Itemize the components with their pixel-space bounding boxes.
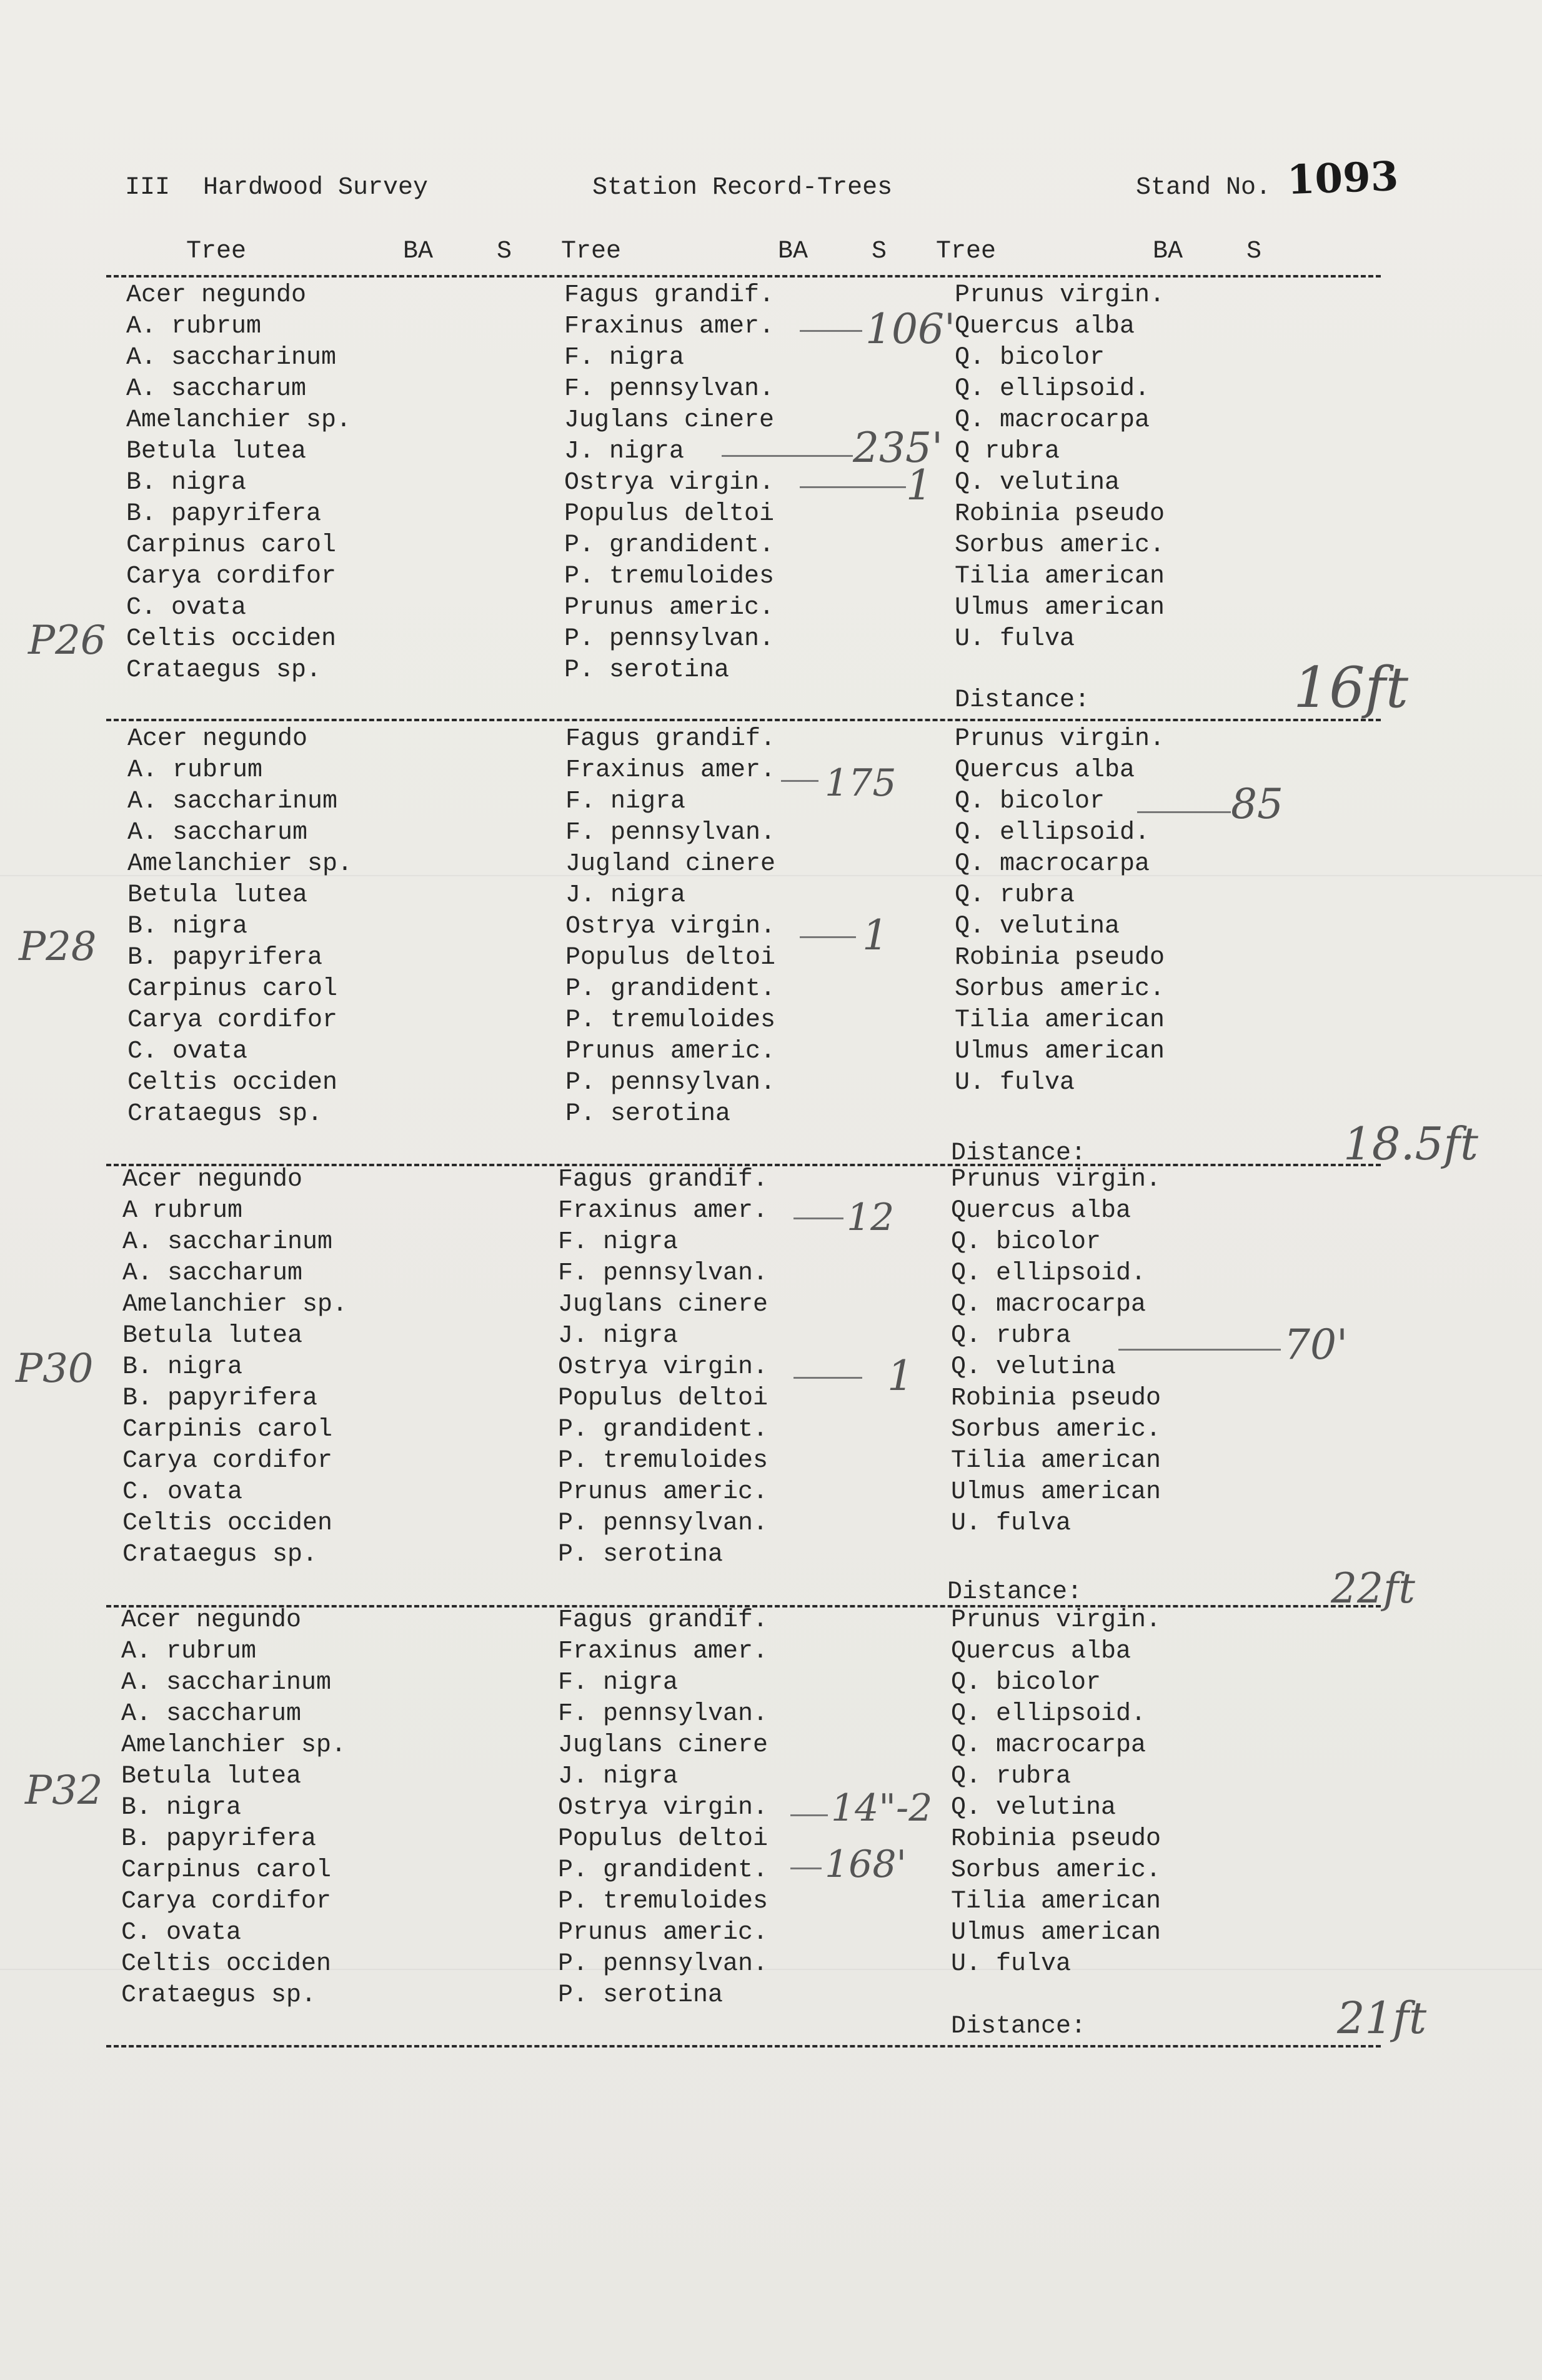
tree-name: Populus deltoi — [558, 1825, 769, 1853]
tree-name: Carya cordifor — [121, 1888, 332, 1916]
tree-list-col2 — [558, 1164, 768, 1571]
tree-name: Ulmus american — [955, 594, 1165, 622]
tree-name: Prunus virgin. — [955, 725, 1165, 753]
tree-name: Acer negundo — [126, 281, 307, 309]
tree-name: Q. ellipsoid. — [955, 375, 1150, 403]
tree-name: B. nigra — [126, 469, 247, 497]
tree-list-col3 — [951, 1605, 1161, 1980]
tree-name: Quercus alba — [955, 312, 1135, 341]
tree-name: P. pennsylvan. — [558, 1509, 769, 1538]
note-line — [793, 1377, 862, 1379]
tree-name: Q. rubra — [955, 881, 1075, 909]
distance-value: 21ft — [1337, 1992, 1427, 2044]
col-header-s: S — [1246, 238, 1262, 266]
tree-name: Celtis occiden — [127, 1069, 338, 1097]
tree-list-col3 — [951, 1164, 1161, 1539]
tree-list-col1 — [127, 724, 352, 1130]
tree-name: A. saccharum — [121, 1700, 302, 1728]
tree-name: Ostrya virgin. — [558, 1794, 769, 1822]
tree-name: Prunus virgin. — [951, 1606, 1161, 1634]
tree-name: F. nigra — [565, 788, 686, 816]
tree-name: F. nigra — [564, 344, 685, 372]
tree-name: J. nigra — [558, 1762, 679, 1791]
tree-name: B. nigra — [121, 1794, 242, 1822]
tree-name: Q. ellipsoid. — [951, 1700, 1147, 1728]
tree-name: P. grandident. — [558, 1416, 769, 1444]
tree-name: Q. velutina — [955, 912, 1120, 941]
tree-name: Prunus americ. — [564, 594, 775, 622]
col-header-ba: BA — [403, 238, 434, 266]
tree-name: B. papyrifera — [126, 500, 322, 528]
tree-name: Q. ellipsoid. — [955, 819, 1150, 847]
tree-name: Carya cordifor — [127, 1006, 338, 1034]
tree-name: Prunus americ. — [558, 1919, 769, 1947]
tree-name: F. pennsylvan. — [564, 375, 775, 403]
tree-list-col1 — [126, 280, 351, 686]
note-line — [1118, 1349, 1281, 1351]
tree-name: P. tremuloides — [558, 1447, 769, 1475]
tree-name: P. pennsylvan. — [564, 625, 775, 653]
tree-name: Q. macrocarpa — [955, 406, 1150, 434]
tree-name: Jugland cinere — [565, 850, 776, 878]
tree-name: Crataegus sp. — [127, 1100, 323, 1128]
handwritten-note: 85 — [1231, 780, 1283, 828]
tree-name: B. papyrifera — [121, 1825, 317, 1853]
tree-list-col2 — [558, 1605, 768, 2011]
handwritten-note: 168' — [825, 1842, 907, 1886]
tree-name: Q. rubra — [951, 1762, 1072, 1791]
tree-list-col2 — [565, 724, 775, 1130]
plot-label: P32 — [25, 1768, 103, 1814]
record-title: Station Record-Trees — [592, 174, 893, 202]
tree-name: Q. velutina — [951, 1794, 1117, 1822]
tree-name: Quercus alba — [951, 1638, 1132, 1666]
tree-name: C. ovata — [126, 594, 247, 622]
note-line — [800, 486, 906, 488]
tree-name: Juglans cinere — [558, 1731, 769, 1759]
tree-name: P. tremuloides — [565, 1006, 776, 1034]
handwritten-note: 12 — [847, 1196, 895, 1239]
tree-name: P. grandident. — [558, 1856, 769, 1884]
tree-name: Fraxinus amer. — [565, 756, 776, 784]
tree-name: Quercus alba — [955, 756, 1135, 784]
tree-name: J. nigra — [558, 1322, 679, 1350]
tree-name: Tilia american — [951, 1447, 1161, 1475]
tree-name: Robinia pseudo — [955, 944, 1165, 972]
note-line — [793, 1218, 843, 1219]
handwritten-note: 235' — [853, 424, 943, 472]
tree-name: C. ovata — [127, 1038, 248, 1066]
tree-name: Fraxinus amer. — [564, 312, 775, 341]
tree-name: P. serotina — [565, 1100, 731, 1128]
tree-name: Carpinus carol — [126, 531, 337, 559]
tree-name: Fraxinus amer. — [558, 1197, 769, 1225]
tree-name: F. pennsylvan. — [565, 819, 776, 847]
note-line — [800, 936, 856, 938]
col-header-tree: Tree — [561, 238, 622, 266]
tree-name: Sorbus americ. — [955, 975, 1165, 1003]
tree-name: Fagus grandif. — [558, 1606, 769, 1634]
col-header-s: S — [872, 238, 887, 266]
tree-name: J. nigra — [564, 438, 685, 466]
tree-name: Quercus alba — [951, 1197, 1132, 1225]
distance-label: Distance: — [955, 686, 1090, 714]
tree-name: Tilia american — [955, 562, 1165, 591]
tree-name: Amelanchier sp. — [121, 1731, 347, 1759]
handwritten-note: 106' — [865, 305, 956, 353]
tree-list-col3 — [955, 724, 1165, 1099]
note-line — [722, 455, 853, 457]
tree-name: Amelanchier sp. — [126, 406, 352, 434]
tree-name: C. ovata — [121, 1919, 242, 1947]
tree-name: Juglans cinere — [564, 406, 775, 434]
tree-list-col2 — [564, 280, 774, 686]
note-line — [1137, 811, 1231, 813]
tree-name: Celtis occiden — [126, 625, 337, 653]
col-header-tree: Tree — [936, 238, 997, 266]
tree-name: Acer negundo — [121, 1606, 302, 1634]
handwritten-note: 1 — [862, 911, 888, 959]
tree-name: Populus deltoi — [564, 500, 775, 528]
tree-name: U. fulva — [951, 1950, 1072, 1978]
tree-name: Ulmus american — [951, 1478, 1161, 1506]
note-line — [790, 1814, 828, 1816]
tree-name: A. saccharum — [122, 1259, 303, 1288]
tree-name: Sorbus americ. — [951, 1416, 1161, 1444]
plot-label: P26 — [28, 618, 106, 664]
handwritten-note: 70' — [1284, 1321, 1348, 1369]
tree-name: Tilia american — [955, 1006, 1165, 1034]
col-header-ba: BA — [1153, 238, 1183, 266]
tree-name: Prunus virgin. — [951, 1166, 1161, 1194]
tree-name: A. saccharum — [127, 819, 308, 847]
tree-name: Ostrya virgin. — [565, 912, 776, 941]
tree-name: Prunus americ. — [565, 1038, 776, 1066]
tree-name: Ulmus american — [955, 1038, 1165, 1066]
tree-name: Ulmus american — [951, 1919, 1161, 1947]
handwritten-note: 14"-2 — [831, 1786, 933, 1830]
tree-name: Fagus grandif. — [558, 1166, 769, 1194]
separator-line — [106, 2045, 1381, 2048]
tree-name: U. fulva — [955, 625, 1075, 653]
tree-name: Sorbus americ. — [955, 531, 1165, 559]
tree-name: Fagus grandif. — [565, 725, 776, 753]
tree-name: Fraxinus amer. — [558, 1638, 769, 1666]
distance-label: Distance: — [951, 1139, 1087, 1168]
plot-label: P30 — [16, 1346, 94, 1392]
tree-name: Q. macrocarpa — [955, 850, 1150, 878]
tree-name: Ostrya virgin. — [564, 469, 775, 497]
tree-name: Populus deltoi — [558, 1384, 769, 1412]
tree-name: B. papyrifera — [122, 1384, 318, 1412]
tree-name: B. nigra — [122, 1353, 243, 1381]
tree-name: Q. macrocarpa — [951, 1731, 1147, 1759]
note-line — [781, 780, 818, 782]
tree-name: Carya cordifor — [126, 562, 337, 591]
section-number: III — [125, 174, 171, 202]
tree-list-col3 — [955, 280, 1165, 655]
tree-name: A. rubrum — [121, 1638, 257, 1666]
tree-name: J. nigra — [565, 881, 686, 909]
tree-name: P. serotina — [564, 656, 730, 684]
tree-name: Q. velutina — [955, 469, 1120, 497]
survey-title: Hardwood Survey — [203, 174, 429, 202]
tree-name: A. saccharinum — [126, 344, 337, 372]
tree-name: Betula lutea — [126, 438, 307, 466]
distance-label: Distance: — [947, 1578, 1083, 1606]
tree-name: F. nigra — [558, 1669, 679, 1697]
tree-name: A. saccharinum — [122, 1228, 333, 1256]
tree-list-col1 — [121, 1605, 346, 2011]
tree-name: Q. rubra — [951, 1322, 1072, 1350]
tree-name: U. fulva — [951, 1509, 1072, 1538]
tree-name: B. papyrifera — [127, 944, 323, 972]
tree-name: Celtis occiden — [122, 1509, 333, 1538]
note-line — [800, 330, 862, 332]
tree-name: Juglans cinere — [558, 1291, 769, 1319]
tree-name: Robinia pseudo — [951, 1384, 1161, 1412]
col-header-s: S — [497, 238, 512, 266]
tree-name: C. ovata — [122, 1478, 243, 1506]
tree-name: Tilia american — [951, 1888, 1161, 1916]
tree-name: Q. bicolor — [951, 1669, 1102, 1697]
tree-name: A rubrum — [122, 1197, 243, 1225]
tree-name: Populus deltoi — [565, 944, 776, 972]
handwritten-note: 175 — [825, 761, 897, 805]
tree-name: B. nigra — [127, 912, 248, 941]
distance-value: 16ft — [1293, 655, 1408, 721]
tree-name: Acer negundo — [127, 725, 308, 753]
tree-name: Crataegus sp. — [121, 1981, 317, 2009]
tree-name: Robinia pseudo — [955, 500, 1165, 528]
tree-name: Robinia pseudo — [951, 1825, 1161, 1853]
tree-name: P. serotina — [558, 1981, 724, 2009]
tree-name: Q. macrocarpa — [951, 1291, 1147, 1319]
distance-value: 18.5ft — [1343, 1118, 1478, 1170]
tree-name: Betula lutea — [127, 881, 308, 909]
tree-name: Acer negundo — [122, 1166, 303, 1194]
separator-line — [106, 275, 1381, 278]
tree-name: Fagus grandif. — [564, 281, 775, 309]
tree-name: Q. bicolor — [955, 344, 1105, 372]
tree-name: A. rubrum — [127, 756, 263, 784]
tree-name: P. pennsylvan. — [565, 1069, 776, 1097]
distance-value: 22ft — [1331, 1564, 1415, 1612]
tree-name: P. grandident. — [565, 975, 776, 1003]
tree-name: Betula lutea — [122, 1322, 303, 1350]
col-header-ba: BA — [778, 238, 808, 266]
tree-name: P. grandident. — [564, 531, 775, 559]
stand-number: 1093 — [1286, 152, 1400, 204]
tree-name: Prunus americ. — [558, 1478, 769, 1506]
handwritten-note: 1 — [887, 1352, 913, 1400]
tree-name: Q. bicolor — [951, 1228, 1102, 1256]
tree-name: Crataegus sp. — [122, 1541, 318, 1569]
tree-name: P. pennsylvan. — [558, 1950, 769, 1978]
tree-name: Carpinus carol — [127, 975, 338, 1003]
tree-name: A. saccharum — [126, 375, 307, 403]
distance-label: Distance: — [951, 2012, 1087, 2041]
tree-name: P. tremuloides — [558, 1888, 769, 1916]
plot-label: P28 — [19, 924, 97, 970]
separator-line — [106, 719, 1381, 721]
tree-name: A. saccharinum — [127, 788, 338, 816]
tree-name: Ostrya virgin. — [558, 1353, 769, 1381]
tree-name: Sorbus americ. — [951, 1856, 1161, 1884]
tree-name: A. saccharinum — [121, 1669, 332, 1697]
tree-name: U. fulva — [955, 1069, 1075, 1097]
tree-name: Q. bicolor — [955, 788, 1105, 816]
tree-name: Amelanchier sp. — [122, 1291, 348, 1319]
tree-name: Q rubra — [955, 438, 1060, 466]
tree-name: A. rubrum — [126, 312, 262, 341]
col-header-tree: Tree — [186, 238, 247, 266]
tree-name: F. pennsylvan. — [558, 1700, 769, 1728]
tree-name: Q. ellipsoid. — [951, 1259, 1147, 1288]
tree-name: F. nigra — [558, 1228, 679, 1256]
tree-name: Amelanchier sp. — [127, 850, 353, 878]
tree-name: P. tremuloides — [564, 562, 775, 591]
stand-label: Stand No. — [1136, 174, 1271, 202]
tree-name: Q. velutina — [951, 1353, 1117, 1381]
tree-name: Carya cordifor — [122, 1447, 333, 1475]
handwritten-note: 1 — [906, 461, 932, 509]
tree-list-col1 — [122, 1164, 347, 1571]
tree-name: Betula lutea — [121, 1762, 302, 1791]
tree-name: P. serotina — [558, 1541, 724, 1569]
tree-name: Crataegus sp. — [126, 656, 322, 684]
tree-name: Carpinis carol — [122, 1416, 333, 1444]
note-line — [790, 1868, 822, 1869]
tree-name: F. pennsylvan. — [558, 1259, 769, 1288]
tree-name: Carpinus carol — [121, 1856, 332, 1884]
tree-name: Celtis occiden — [121, 1950, 332, 1978]
tree-name: Prunus virgin. — [955, 281, 1165, 309]
